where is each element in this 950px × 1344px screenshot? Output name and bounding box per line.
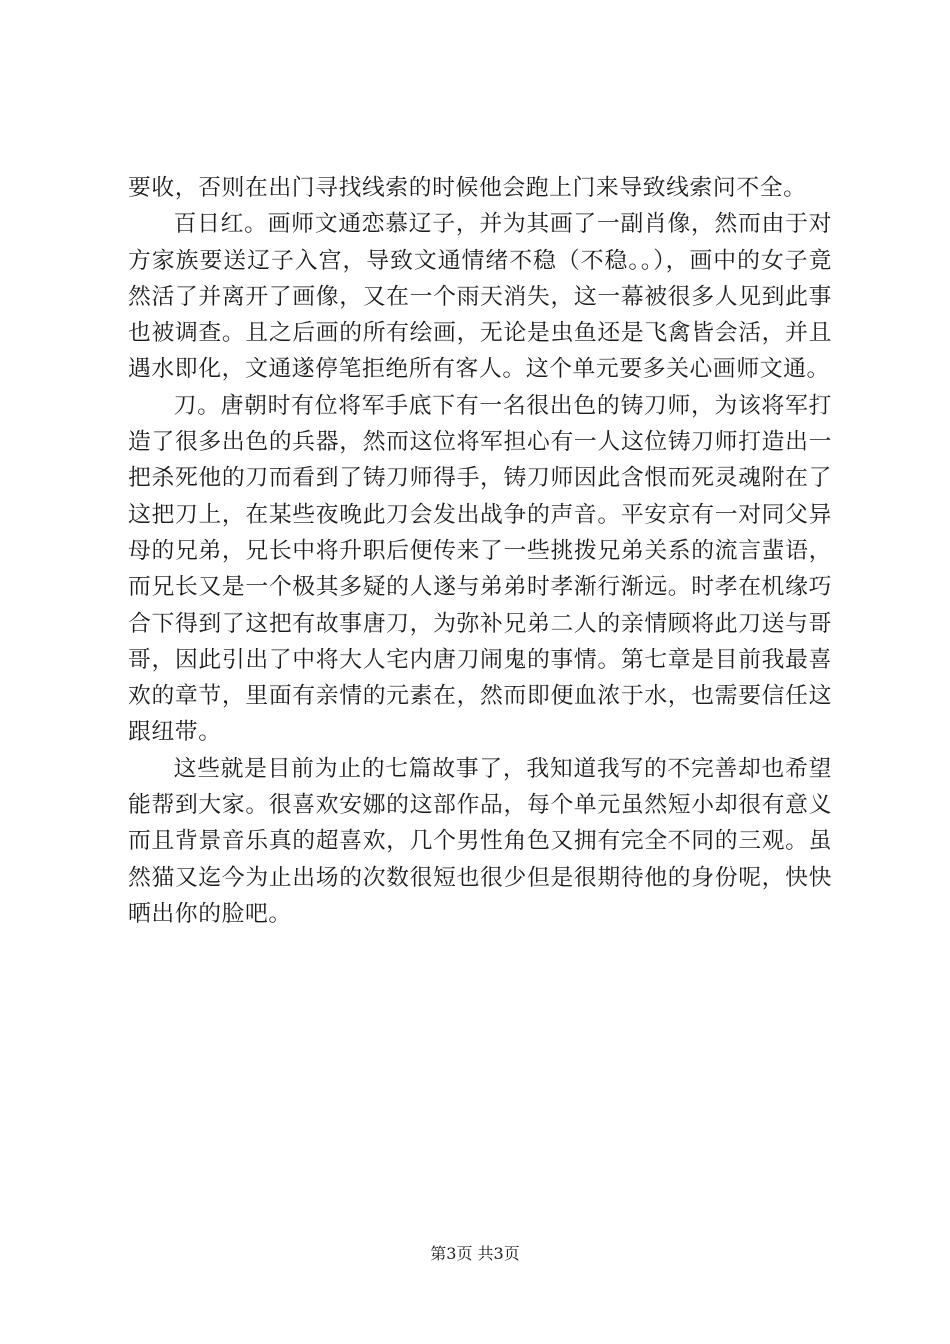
paragraph-conclusion: 这些就是目前为止的七篇故事了，我知道我写的不完善却也希望能帮到大家。很喜欢安娜的这部作品，每个单元虽然短小却很有意义而且背景音乐真的超喜欢，几个男性角色又拥有完全不同的三观。虽然猫又迄今为止出场的次数很短也很少但是很期待他的身份呢，快快晒出你的脸吧。 bbox=[128, 755, 832, 927]
paragraph-dao: 刀。唐朝时有位将军手底下有一名很出色的铸刀师，为该将军打造了很多出色的兵器，然而这位将军担心有一人这位铸刀师打造出一把杀死他的刀而看到了铸刀师得手，铸刀师因此含恨而死灵魂附在了这把刀上，在某些夜晚此刀会发出战争的声音。平安京有一对同父异母的兄弟，兄长中将升职后便传来了一些挑拨兄弟关系的流言蜚语，而兄长又是一个极其多疑的人遂与弟弟时孝渐行渐远。时孝在机缘巧合下得到了这把有故事唐刀，为弥补兄弟二人的亲情顾将此刀送与哥哥，因此引出了中将大人宅内唐刀闹鬼的事情。第七章是目前我最喜欢的章节，里面有亲情的元素在，然而即便血浓于水，也需要信任这跟纽带。 bbox=[128, 392, 832, 746]
paragraph-continuation: 要收，否则在出门寻找线索的时候他会跑上门来导致线索问不全。 bbox=[128, 175, 807, 201]
document-body bbox=[128, 170, 832, 932]
page-footer bbox=[0, 1244, 950, 1264]
paragraph-bairihong: 百日红。画师文通恋慕辽子，并为其画了一副肖像，然而由于对方家族要送辽子入宫，导致文通情绪不稳（不稳。。），画中的女子竟然活了并离开了画像，又在一个雨天消失，这一幕被很多人见到此事也被调查。且之后画的所有绘画，无论是虫鱼还是飞禽皆会活，并且遇水即化，文通遂停笔拒绝所有客人。这个单元要多关心画师文通。 bbox=[128, 211, 832, 383]
page-number-label: 第3页 共3页 bbox=[430, 1244, 520, 1263]
